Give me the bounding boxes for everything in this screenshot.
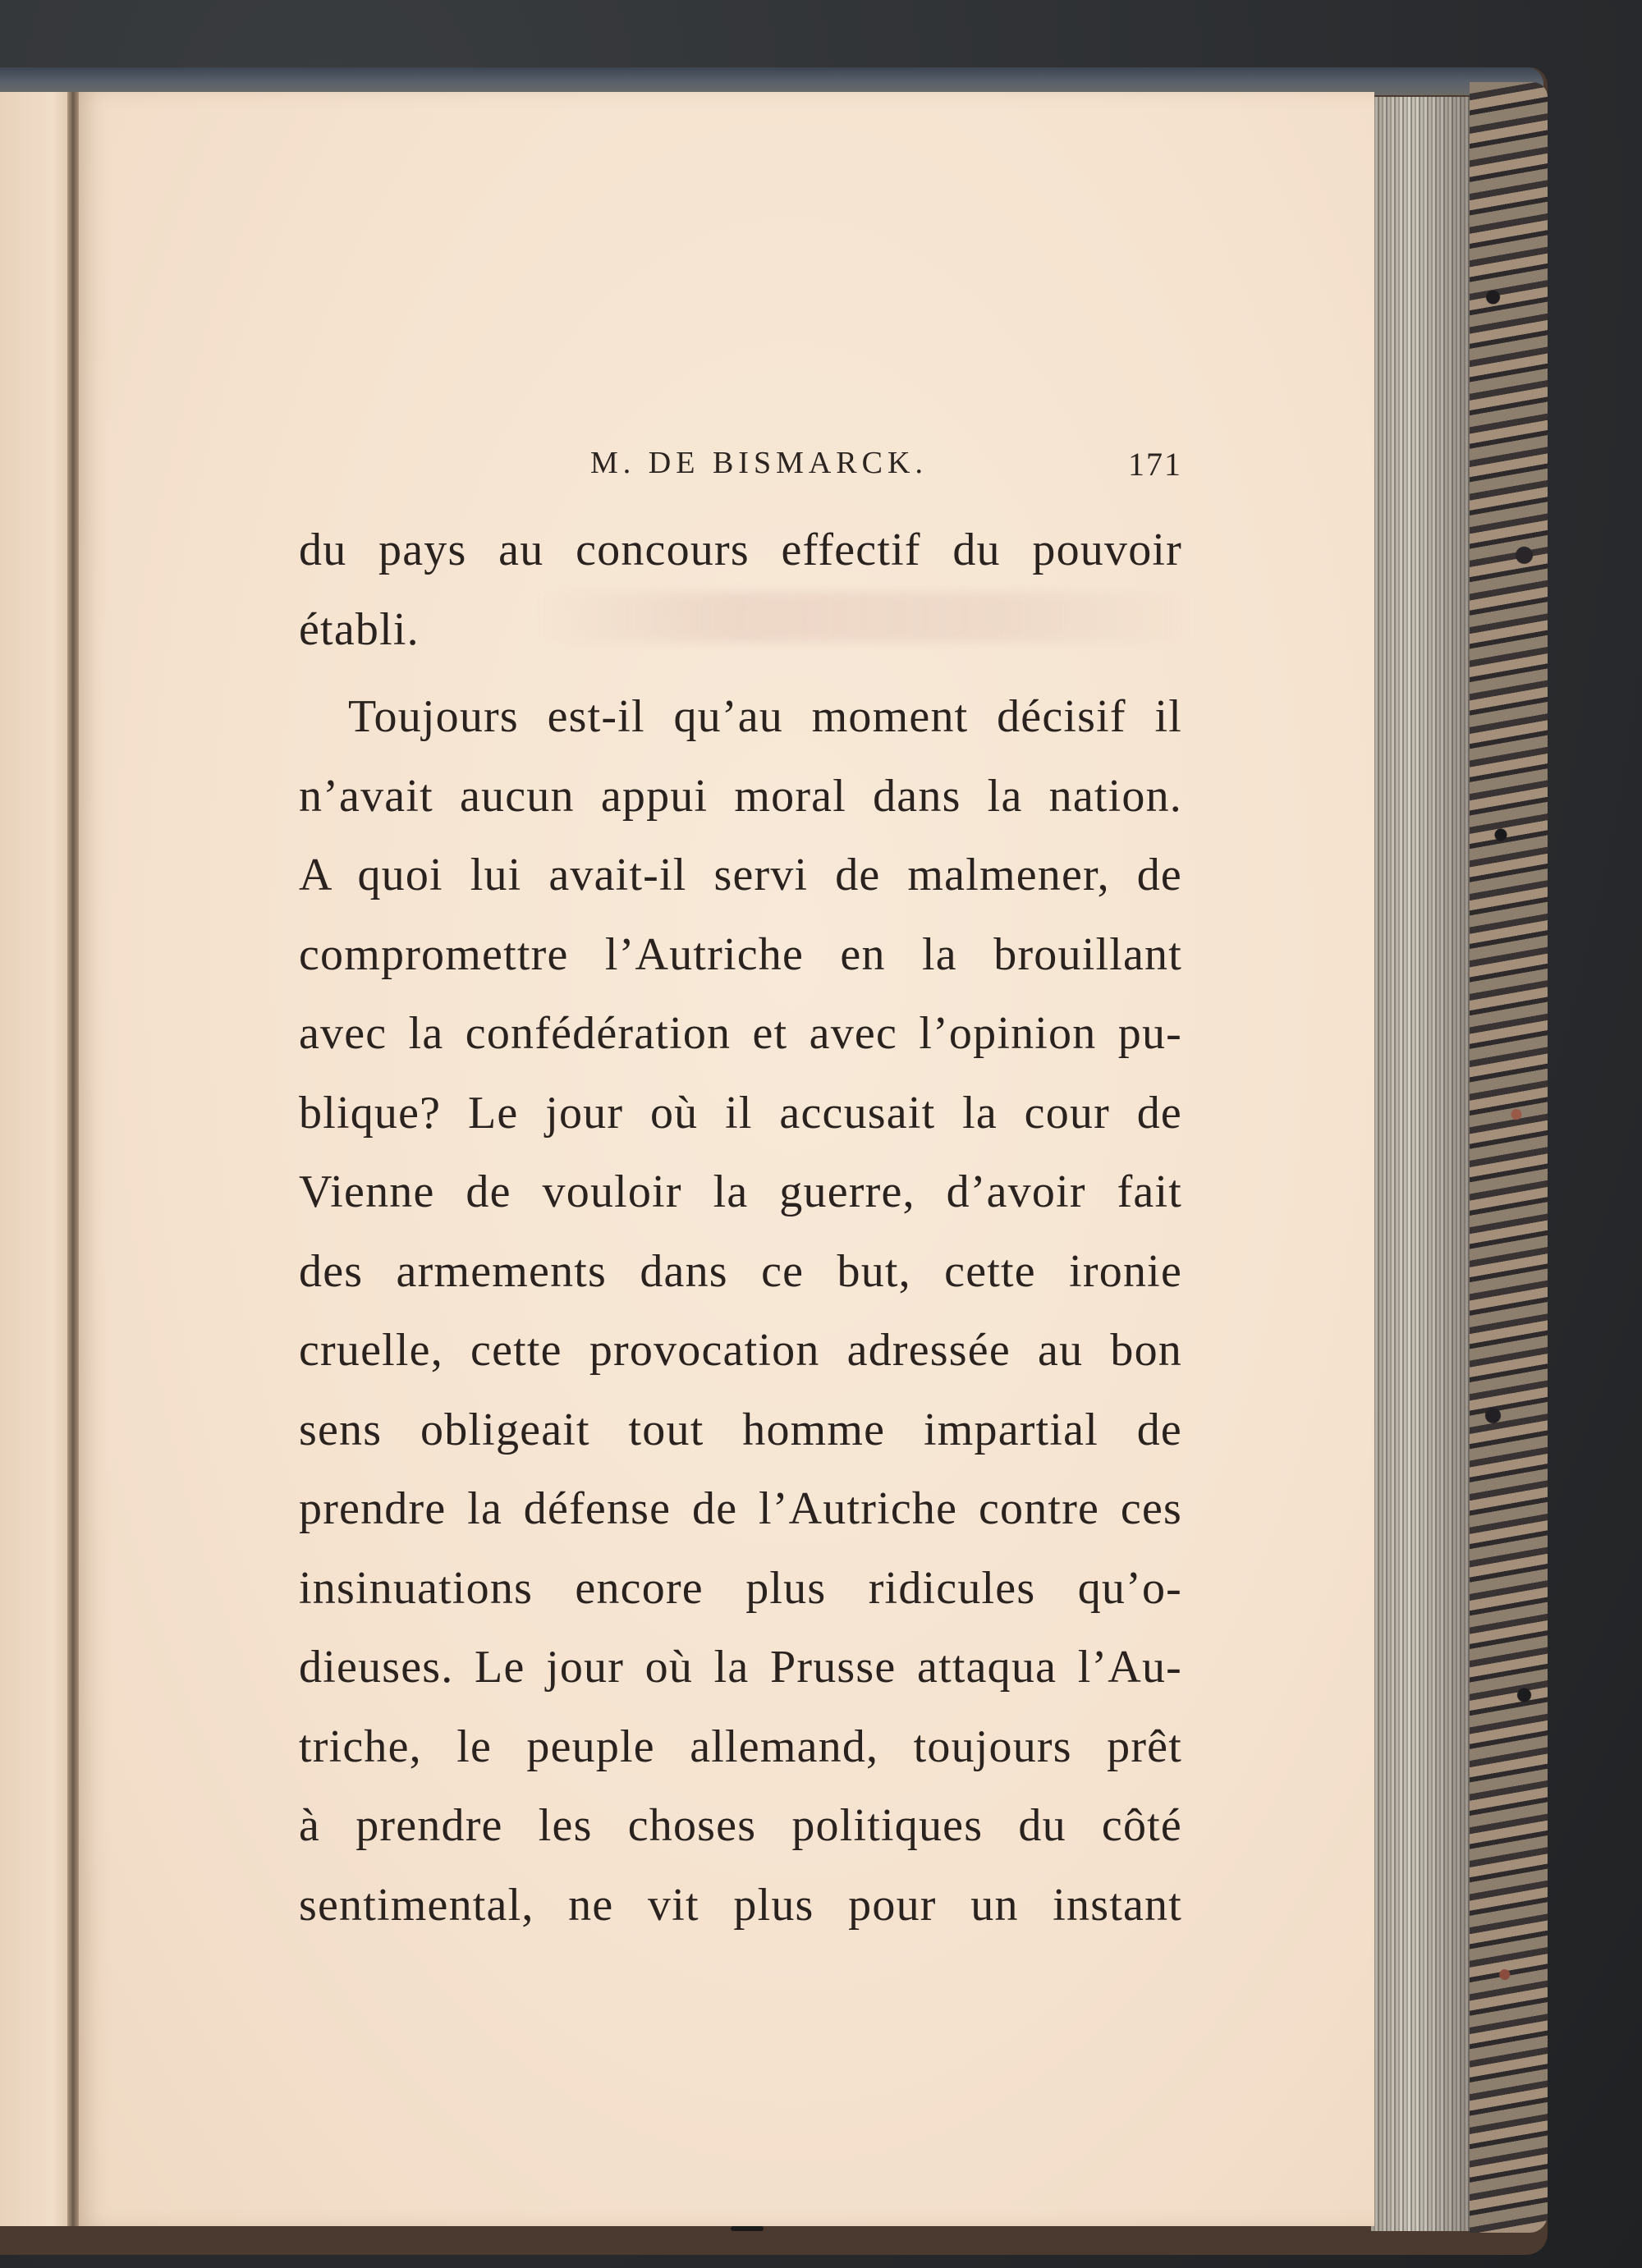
running-head: M. DE BISMARCK. [590,446,928,480]
text-line: triche, le peuple allemand, toujours prêt [299,1720,1182,1772]
page-edges-shadow [1371,97,1470,2231]
text-line: prendre la défense de l’Autriche contre ces [299,1483,1182,1534]
book-spine-top-edge [0,67,1543,95]
text-line: sentimental, ne vit plus pour un instant [299,1879,1182,1931]
text-line: dieuses. Le jour où la Prusse attaqua l’Au- [299,1642,1182,1693]
book-page [79,92,1374,2226]
text-line: des armements dans ce but, cette ironie [299,1245,1182,1297]
text-line: insinuations encore plus ridicules qu’o- [299,1562,1182,1614]
text-line: avec la confédération et avec l’opinion pu- [299,1008,1182,1059]
body-text [299,511,1182,1945]
text-line: A quoi lui avait-il servi de malmener, de [299,850,1182,900]
text-line: Vienne de vouloir la guerre, d’avoir fait [299,1166,1182,1217]
text-line: sens obligeait tout homme impartial de [299,1404,1182,1455]
book-gutter [67,92,79,2226]
facing-page-edge [0,92,76,2226]
page-number: 171 [1128,446,1182,483]
scan-mark [731,2226,764,2231]
text-line: à prendre les choses politiques du côté [299,1800,1182,1851]
text-line: établi. [299,603,420,655]
text-line: n’avait aucun appui moral dans la nation. [299,770,1182,822]
text-line: du pays au concours effectif du pouvoir [299,525,1182,575]
text-line: compromettre l’Autriche en la brouillant [299,928,1182,980]
page-header [299,438,1182,496]
text-line: Toujours est-il qu’au moment décisif il [348,691,1182,742]
marbled-cover-edge [1470,82,1548,2233]
text-line: blique? Le jour où il accusait la cour de [299,1087,1182,1139]
text-line: cruelle, cette provocation adressée au bon [299,1325,1182,1376]
